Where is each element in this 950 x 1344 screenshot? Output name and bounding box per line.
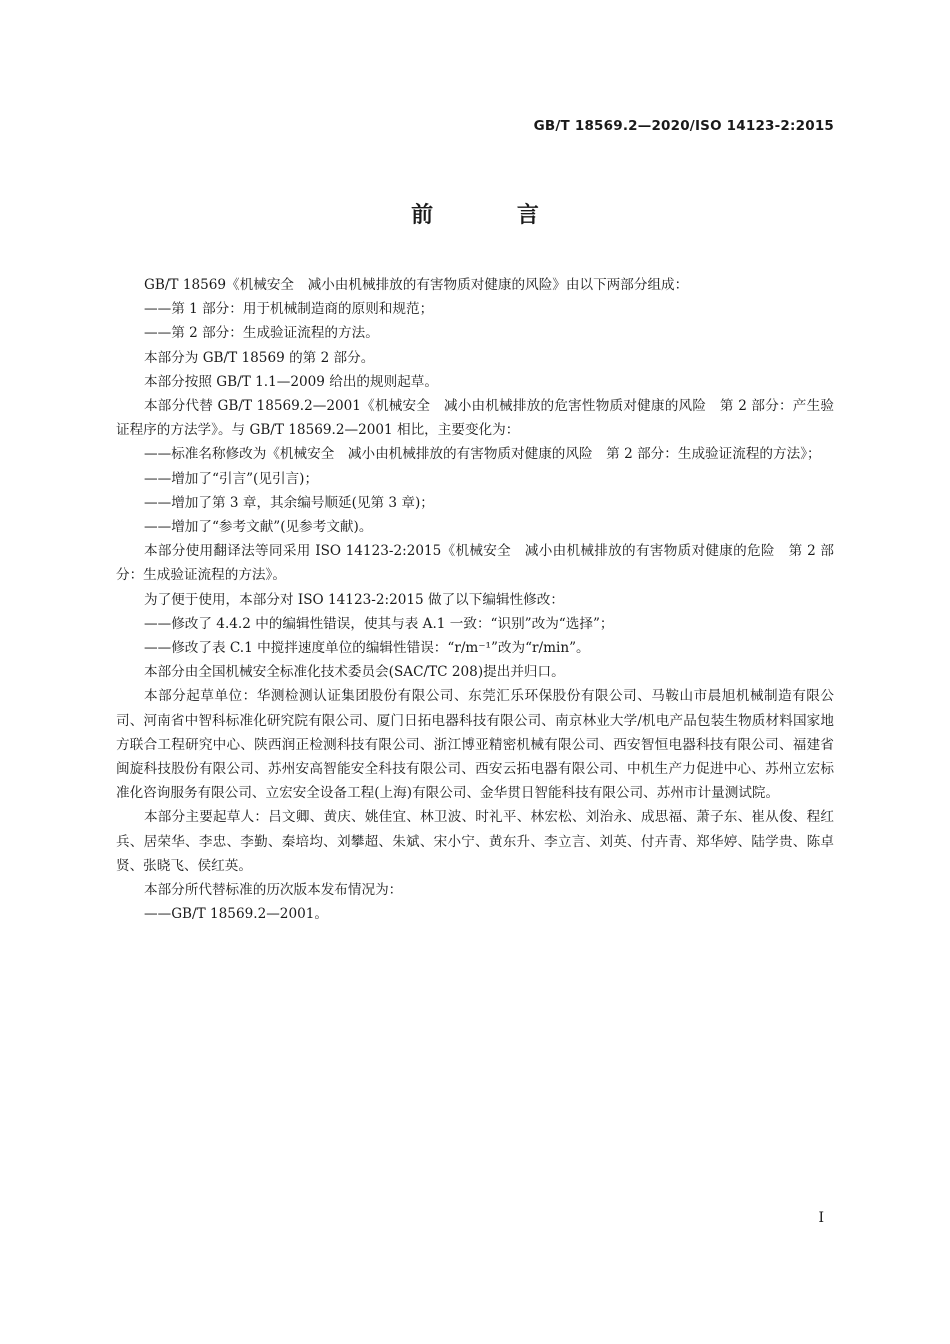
paragraph: 本部分使用翻译法等同采用 ISO 14123-2:2015《机械安全 减小由机械排放的有害物质对健康的危险 第 2 部分：生成验证流程的方法》。 bbox=[116, 543, 834, 584]
paragraph: 为了便于使用，本部分对 ISO 14123-2:2015 做了以下编辑性修改： bbox=[144, 591, 564, 608]
paragraph: 本部分主要起草人：吕文卿、黄庆、姚佳宜、林卫波、时礼平、林宏松、刘治永、成思福、萧子东、崔从俊、程红兵、居荣华、李忠、李勤、秦培均、刘攀超、朱斌、宋小宁、黄东升、李立言、刘英、付卉青、郑华婷、陆学贵、陈卓贤、张晓飞、侯红英。 bbox=[116, 809, 834, 874]
list-item: ——增加了第 3 章，其余编号顺延(见第 3 章)； bbox=[144, 494, 434, 511]
paragraph: 本部分为 GB/T 18569 的第 2 部分。 bbox=[144, 349, 375, 366]
list-item: ——增加了“引言”(见引言)； bbox=[144, 470, 319, 487]
list-item: ——第 2 部分：生成验证流程的方法。 bbox=[144, 325, 379, 342]
list-item: ——第 1 部分：用于机械制造商的原则和规范； bbox=[144, 301, 434, 318]
standard-code: GB/T 18569.2—2020/ISO 14123-2:2015 bbox=[533, 118, 834, 134]
page-title: 前 言 bbox=[411, 203, 577, 228]
paragraph: 本部分起草单位：华测检测认证集团股份有限公司、东莞汇乐环保股份有限公司、马鞍山市晨旭机械制造有限公司、河南省中智科标准化研究院有限公司、厦门日拓电器科技有限公司、南京林业大学/机电产品包装生物质材料国家地方联合工程研究中心、陕西润正检测科技有限公司、浙江博亚精密机械有限公司、西安智恒电器科技有限公司、福建省闽旋科技股份有限公司、苏州安高智能安全科技有限公司、西安云拓电器有限公司、中机生产力促进中心、苏州立宏标准化咨询服务有限公司、立宏安全设备工程(上海)有限公司、金华贯日智能科技有限公司、苏州市计量测试院。 bbox=[116, 688, 834, 802]
paragraph: GB/T 18569《机械安全 减小由机械排放的有害物质对健康的风险》由以下两部分组成： bbox=[144, 277, 689, 293]
foreword-body bbox=[116, 273, 834, 926]
list-item: ——修改了 4.4.2 中的编辑性错误，使其与表 A.1 一致：“识别”改为“选择”； bbox=[144, 615, 614, 632]
page-number: I bbox=[818, 1210, 824, 1226]
paragraph: 本部分所代替标准的历次版本发布情况为： bbox=[144, 882, 403, 899]
list-item: ——标准名称修改为《机械安全 减小由机械排放的有害物质对健康的风险 第 2 部分：生成验证流程的方法》； bbox=[144, 446, 821, 463]
list-item: ——修改了表 C.1 中搅拌速度单位的编辑性错误：“r/m⁻¹”改为“r/min”。 bbox=[144, 640, 590, 657]
list-item: ——GB/T 18569.2—2001。 bbox=[144, 906, 329, 923]
paragraph: 本部分按照 GB/T 1.1—2009 给出的规则起草。 bbox=[144, 373, 438, 390]
paragraph: 本部分代替 GB/T 18569.2—2001《机械安全 减小由机械排放的危害性物质对健康的风险 第 2 部分：产生验证程序的方法学》。与 GB/T 18569.2—2001 相比，主要变化为： bbox=[116, 398, 834, 439]
list-item: ——增加了“参考文献”(见参考文献)。 bbox=[144, 519, 373, 536]
paragraph: 本部分由全国机械安全标准化技术委员会(SAC/TC 208)提出并归口。 bbox=[144, 664, 565, 681]
